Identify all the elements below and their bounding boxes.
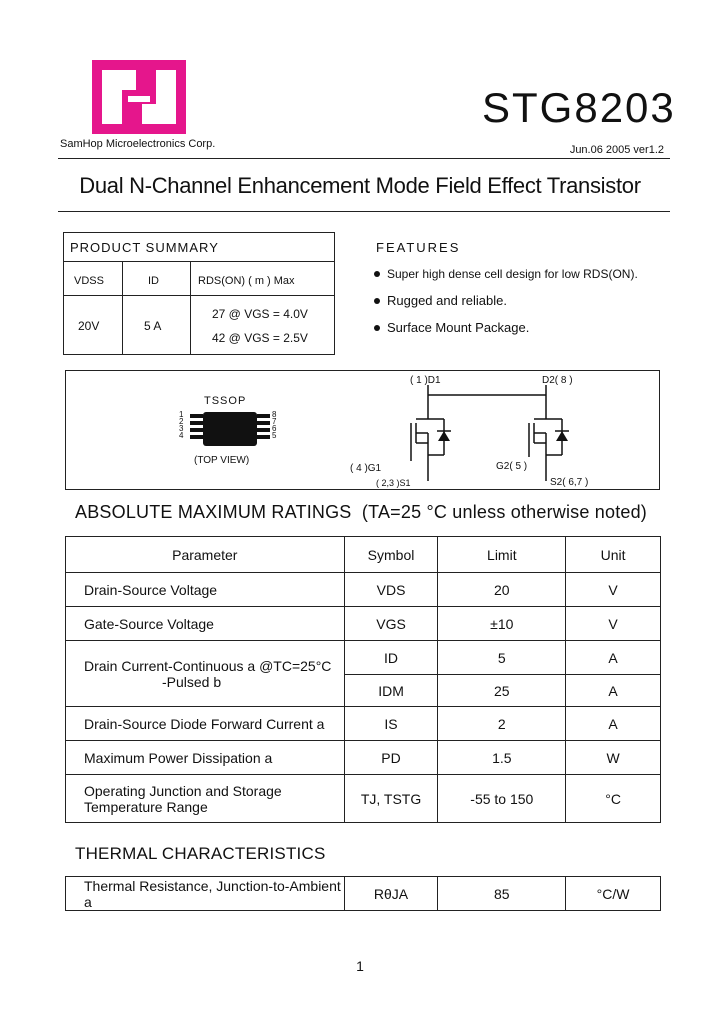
feature-item: Surface Mount Package.: [374, 320, 529, 335]
part-number: STG8203: [482, 84, 676, 131]
pins-right: 8 7 6 5: [272, 410, 277, 440]
mosfet-2-symbol: [529, 385, 562, 481]
pin-d1-label: ( 1 )D1: [410, 375, 441, 386]
pin-g2-label: G2( 5 ): [496, 461, 528, 472]
top-view-label: (TOP VIEW): [194, 455, 250, 466]
table-row: Thermal Resistance, Junction-to-Ambient a RθJA 85 °C/W: [66, 877, 661, 911]
title-divider: [58, 211, 670, 212]
company-name: SamHop Microelectronics Corp.: [60, 138, 216, 150]
pin-s2-label: S2( 6,7 ): [550, 477, 589, 488]
product-summary-table: [63, 232, 335, 355]
pins-left: 1 2 3 4: [179, 410, 184, 440]
table-row: Maximum Power Dissipation a PD 1.5 W: [66, 741, 661, 775]
features-heading: FEATURES: [376, 240, 461, 255]
id-value: 5 A: [144, 319, 162, 333]
header-divider: [58, 158, 670, 159]
thermal-table: [65, 876, 661, 911]
table-row: Drain Current-Continuous a @TC=25°C -Pulsed b ID 5 A: [66, 641, 661, 675]
abs-max-table: [65, 536, 661, 823]
abs-max-heading: ABSOLUTE MAXIMUM RATINGS (TA=25 °C unless otherwise noted): [75, 502, 648, 522]
col-rds: RDS(ON) ( m ) Max: [198, 275, 295, 287]
table-row: Drain-Source Voltage VDS 20 V: [66, 573, 661, 607]
company-logo: [92, 60, 186, 134]
drain-current-cell: Drain Current-Continuous a @TC=25°C -Pulsed b: [66, 641, 345, 707]
ic-body: [203, 412, 257, 446]
col-parameter: Parameter: [66, 537, 345, 573]
col-limit: Limit: [438, 537, 566, 573]
col-vdss: VDSS: [74, 275, 104, 287]
table-row: IDM 25 A: [66, 675, 661, 707]
package-name: TSSOP: [204, 395, 247, 407]
table-row: Operating Junction and Storage Temperature Range TJ, TSTG -55 to 150 °C: [66, 775, 661, 823]
rds-value-1: 27 @ VGS = 4.0V: [212, 307, 308, 321]
col-id: ID: [148, 275, 159, 287]
product-summary-heading: PRODUCT SUMMARY: [70, 240, 219, 255]
date-version: Jun.06 2005 ver1.2: [569, 144, 664, 156]
page-title: Dual N-Channel Enhancement Mode Field Effect Transistor: [79, 173, 641, 198]
page-number: 1: [356, 958, 364, 974]
vdss-value: 20V: [78, 319, 100, 333]
feature-item: Super high dense cell design for low RDS(ON).: [374, 266, 638, 281]
pin-g1-label: ( 4 )G1: [350, 463, 382, 474]
feature-item: Rugged and reliable.: [374, 293, 507, 308]
table-row: Drain-Source Diode Forward Current a IS 2 A: [66, 707, 661, 741]
abs-max-condition: (TA=25 °C unless otherwise noted): [361, 502, 648, 522]
rds-value-2: 42 @ VGS = 2.5V: [212, 331, 308, 345]
pin-s1-label: ( 2,3 )S1: [376, 478, 411, 488]
table-header-row: [66, 537, 661, 573]
table-row: Gate-Source Voltage VGS ±10 V: [66, 607, 661, 641]
col-unit: Unit: [566, 537, 661, 573]
thermal-heading: THERMAL CHARACTERISTICS: [75, 844, 326, 863]
pin-d2-label: D2( 8 ): [542, 375, 573, 386]
package-diagram: [65, 370, 660, 490]
col-symbol: Symbol: [344, 537, 438, 573]
